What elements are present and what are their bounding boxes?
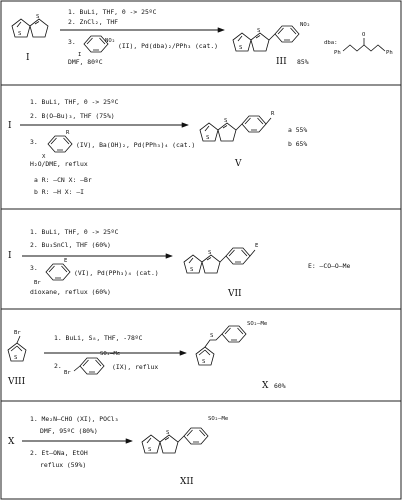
reagent-step-2: 2. Bu₃SnCl, THF (60%): [30, 241, 111, 249]
reagent-step-1-conditions: DMF, 95ºC (80%): [40, 427, 98, 435]
compound-label-VIII: VIII: [8, 377, 26, 387]
thienothiophene-structure-I: [12, 14, 48, 37]
yield-b: b 65%: [288, 140, 308, 148]
product-structure-VII: [184, 243, 259, 273]
reagent-step-2: 2. B(O—Bu)₃, THF (75%): [30, 112, 115, 120]
compound-label-I: I: [26, 53, 30, 63]
product-structure-XII: [142, 416, 229, 453]
nitro-group: NO₂: [300, 22, 311, 28]
reagent-step-3: (IV), Ba(OH)₂, Pd(PPh₃)₄ (cat.): [76, 141, 196, 149]
reagent-step-1: 1. BuLi, THF, 0 -> 25ºC: [68, 8, 157, 16]
variant-a: a R: —CN X: —Br: [34, 176, 92, 184]
yield-a: a 55%: [288, 126, 308, 134]
product-structure-V: [200, 111, 275, 141]
compound-label-III: III: [276, 57, 287, 67]
sulfur-atom: S: [208, 250, 212, 256]
scheme-frame: [1, 1, 401, 499]
reagent-step-3-num: 3.: [68, 38, 76, 46]
yield-III: 85%: [297, 58, 309, 66]
dba-structure: [324, 32, 393, 56]
reagent-step-1: 1. BuLi, S₈, THF, -78ºC: [54, 334, 143, 342]
reagent-step-2: (IX), reflux: [112, 363, 159, 371]
sulfur-atom: S: [36, 14, 40, 20]
carbonyl-oxygen: O: [362, 32, 366, 38]
product-structure-X: [196, 321, 268, 365]
compound-label-VII: VII: [228, 289, 242, 299]
reagent-step-2-num: 2.: [54, 362, 62, 370]
product-structure-III: [233, 22, 310, 51]
sulfur-atom: S: [202, 359, 206, 365]
compound-label-X: X: [262, 381, 269, 391]
scheme-5: [8, 415, 229, 487]
r-group: R: [271, 111, 275, 117]
dba-label: dba:: [324, 40, 338, 46]
scheme-1: [12, 8, 393, 67]
iodo-group: I: [78, 52, 82, 58]
yield-X: 60%: [274, 382, 286, 390]
reagent-step-3: (II), Pd(dba)₂/PPh₃ (cat.): [118, 42, 219, 50]
bromothiophene-structure-VIII: [8, 336, 26, 361]
reagent-step-3-num: 3.: [30, 138, 38, 146]
e-definition: E: —CO—O—Me: [308, 262, 351, 270]
methylsulfonyl-group: SO₂—Me: [247, 321, 268, 327]
reagent-step-2: 2. Et—ONa, EtOH: [30, 449, 88, 457]
thioether-sulfur: S: [210, 333, 214, 339]
compound-label-I: I: [8, 251, 12, 261]
compound-label-I: I: [8, 121, 12, 131]
reagent-solvent: H₂O/DME, reflux: [30, 160, 88, 168]
reagent-step-1: 1. BuLi, THF, 0 -> 25ºC: [30, 228, 119, 236]
reagent-step-2: 2. ZnCl₂, THF: [68, 18, 119, 26]
sulfur-atom: S: [239, 45, 243, 51]
compound-label-X: X: [8, 437, 15, 447]
phenyl-right: Ph: [386, 50, 393, 56]
bromo-group: Br: [34, 280, 41, 286]
e-group: E: [255, 243, 259, 249]
bromo-group: Br: [64, 370, 71, 376]
phenyl-left: Ph: [334, 50, 341, 56]
scheme-4: [7, 321, 286, 391]
sulfur-atom: S: [14, 355, 18, 361]
reagent-solvent: DMF, 80ºC: [68, 58, 103, 66]
aryl-halide-structure-IV: [48, 136, 72, 152]
sulfur-atom: S: [190, 267, 194, 273]
sulfur-atom: S: [224, 118, 228, 124]
variant-b: b R: —H X: —I: [34, 188, 85, 196]
compound-label-XII: XII: [180, 477, 194, 487]
compound-label-V: V: [235, 159, 242, 169]
sulfur-atom: S: [206, 135, 210, 141]
aryl-bromide-structure-VI: [46, 264, 70, 280]
nitro-group: NO₂: [105, 38, 116, 44]
methylsulfonyl-group: SO₂—Me: [100, 351, 121, 357]
reagent-step-1: 1. BuLi, THF, 0 -> 25ºC: [30, 98, 119, 106]
reagent-step-3-num: 3.: [30, 264, 38, 272]
e-group: E: [64, 258, 68, 264]
x-group: X: [42, 154, 46, 160]
sulfur-atom: S: [18, 31, 22, 37]
scheme-3: [8, 228, 350, 299]
reagent-solvent: dioxane, reflux (60%): [30, 288, 111, 296]
scheme-2: [8, 98, 307, 196]
reagent-step-1: 1. Me₂N—CHO (XI), POCl₃: [30, 415, 119, 423]
sulfur-atom: S: [148, 447, 152, 453]
sulfur-atom: S: [166, 430, 170, 436]
benzyl-bromide-structure-IX: [80, 358, 104, 374]
reagent-step-2-conditions: reflux (59%): [40, 461, 87, 469]
reagent-step-3: (VI), Pd(PPh₃)₄ (cat.): [74, 269, 159, 277]
r-group: R: [66, 130, 70, 136]
bromo-group: Br: [14, 330, 21, 336]
sulfur-atom: S: [257, 28, 261, 34]
methylsulfonyl-group: SO₂—Me: [208, 416, 229, 422]
